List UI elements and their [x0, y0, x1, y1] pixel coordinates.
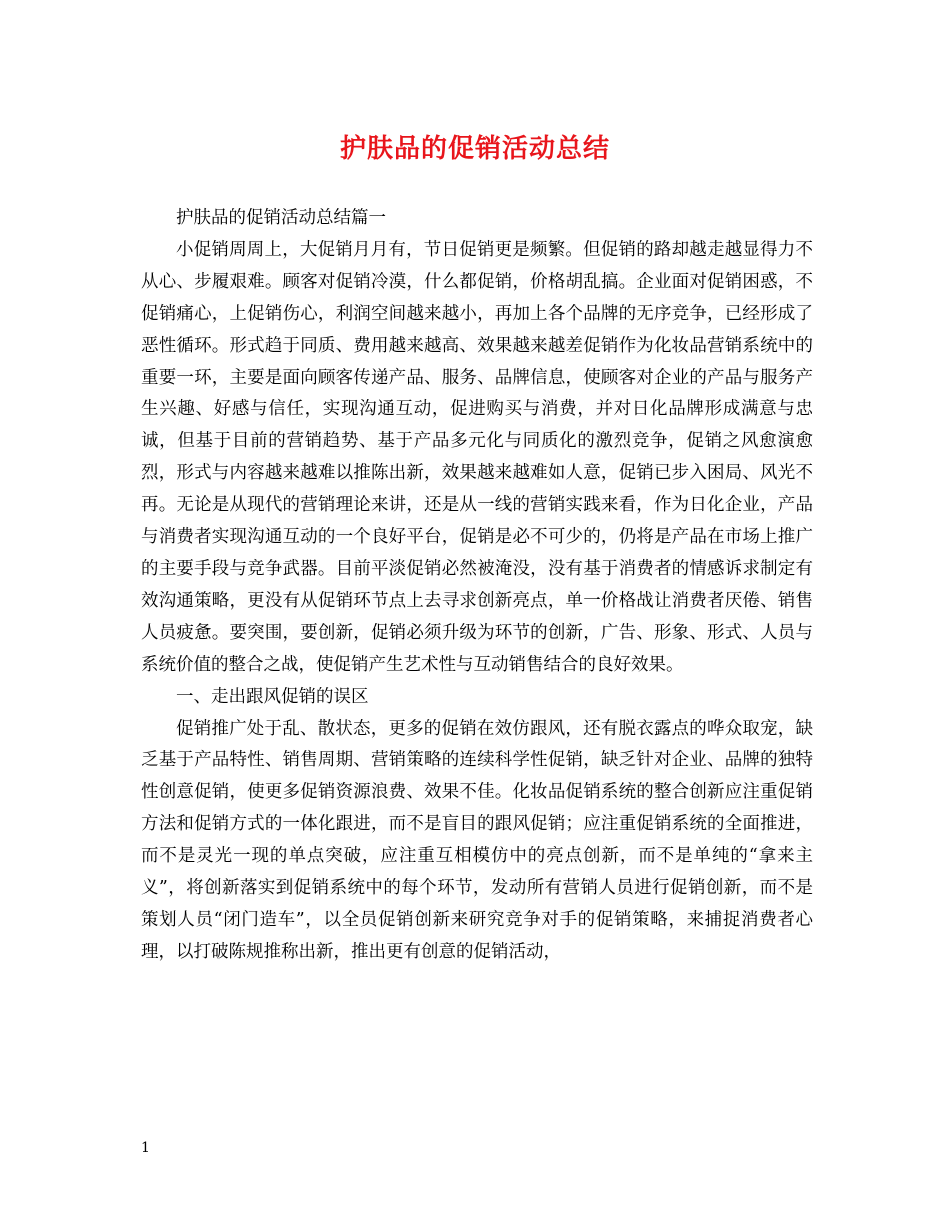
subsection-heading: 一、走出跟风促销的误区	[176, 686, 369, 707]
document-title: 护肤品的促销活动总结	[339, 134, 610, 164]
body-paragraph: 小促销周周上，大促销月月有，节日促销更是频繁。但促销的路却越走越显得力不从心、步履艰难。顾客对促销冷漠，什么都促销，价格胡乱搞。企业面对促销困惑，不促销痛心，上促销伤心，利润空间越来越小，再加上各个品牌的无序竞争，已经形成了恶性循环。形式趋于同质、费用越来越高、效果越来越差促销作为化妆品营销系统中的重要一环，主要是面向顾客传递产品、服务、品牌信息，使顾客对企业的产品与服务产生兴趣、好感与信任，实现沟通互动，促进购买与消费，并对日化品牌形成满意与忠诚，但基于目前的营销趋势、基于产品多元化与同质化的激烈竞争，促销之风愈演愈烈，形式与内容越来越难以推陈出新，效果越来越难如人意，促销已步入困局、风光不再。无论是从现代的营销理论来讲，还是从一线的营销实践来看，作为日化企业，产品与消费者实现沟通互动的一个良好平台，促销是必不可少的，仍将是产品在市场上推广的主要手段与竞争武器。目前平淡促销必然被淹没，没有基于消费者的情感诉求制定有效沟通策略，更没有从促销环节点上去寻求创新亮点，单一价格战让消费者厌倦、销售人员疲惫。要突围，要创新，促销必须升级为环节的创新，广告、形象、形式、人员与系统价值的整合之战，使促销产生艺术性与互动销售结合的良好效果。	[141, 239, 813, 675]
section-heading: 护肤品的促销活动总结篇一	[176, 208, 386, 228]
page-number: 1	[141, 1140, 150, 1156]
document-body	[141, 203, 813, 969]
body-paragraph: 促销推广处于乱、散状态，更多的促销在效仿跟风，还有脱衣露点的哗众取宠，缺乏基于产品特性、销售周期、营销策略的连续科学性促销，缺乏针对企业、品牌的独特性创意促销，使更多促销资源浪费、效果不佳。化妆品促销系统的整合创新应注重促销方法和促销方式的一体化跟进，而不是盲目的跟风促销；应注重促销系统的全面推进，而不是灵光一现的单点突破，应注重互相模仿中的亮点创新，而不是单纯的“拿来主义”，将创新落实到促销系统中的每个环节，发动所有营销人员进行促销创新，而不是策划人员“闭门造车”，以全员促销创新来研究竞争对手的促销策略，来捕捉消费者心理，以打破陈规推称出新，推出更有创意的促销活动，	[141, 718, 813, 962]
